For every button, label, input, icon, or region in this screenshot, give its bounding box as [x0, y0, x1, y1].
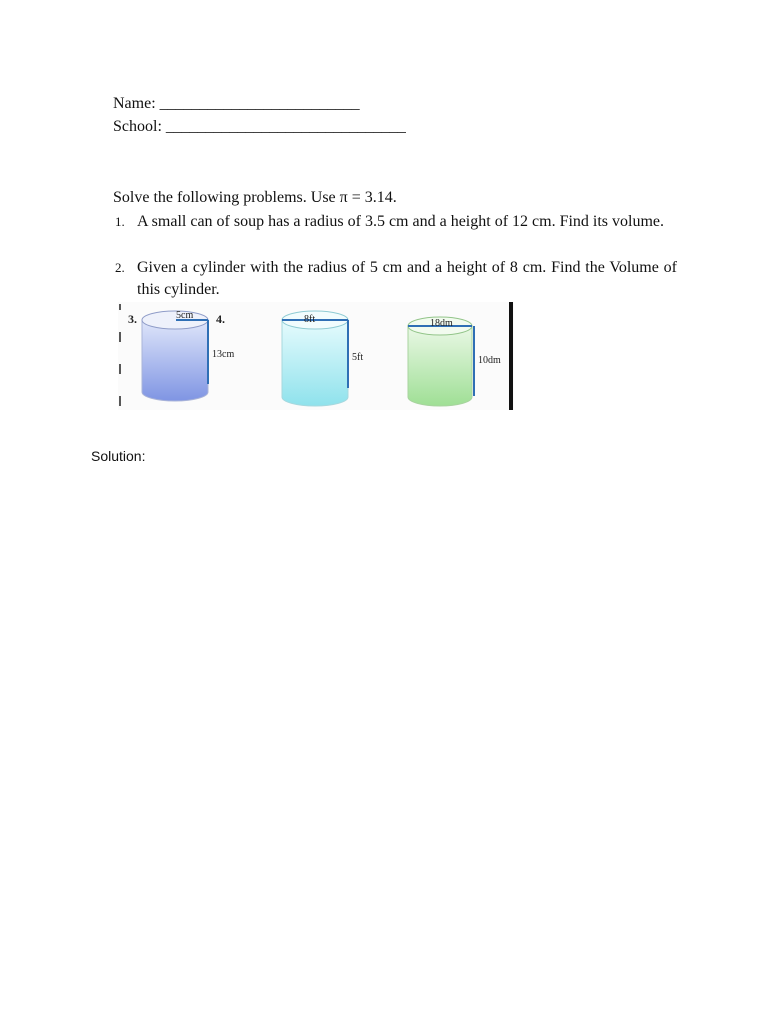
- cylinder-number: 3.: [128, 312, 137, 326]
- radius-label: 5cm: [176, 310, 194, 321]
- problem-text: A small can of soup has a radius of 3.5 cm and a height of 12 cm. Find its volume.: [137, 213, 665, 230]
- name-field-line: Name: _________________________: [113, 95, 360, 112]
- height-label: 10dm: [478, 355, 501, 366]
- figure-right-border: [509, 302, 513, 410]
- solution-label: Solution:: [91, 448, 146, 464]
- instructions: Solve the following problems. Use π = 3.14.: [113, 189, 397, 206]
- diameter-label: 8ft: [304, 314, 316, 325]
- school-field-line: School: ______________________________: [113, 118, 406, 135]
- problem-number: 2.: [115, 260, 125, 275]
- height-label: 5ft: [352, 352, 364, 363]
- problem-number: 1.: [115, 214, 125, 229]
- diameter-label: 18dm: [430, 318, 453, 329]
- height-label: 13cm: [212, 349, 235, 360]
- cylinder-number: 4.: [216, 312, 225, 326]
- cylinders-figure: [118, 302, 514, 410]
- problem-text: Given a cylinder with the radius of 5 cm and a height of 8 cm. Find the Volume of this cylinder.: [137, 259, 677, 298]
- cylinders-svg: [118, 302, 514, 410]
